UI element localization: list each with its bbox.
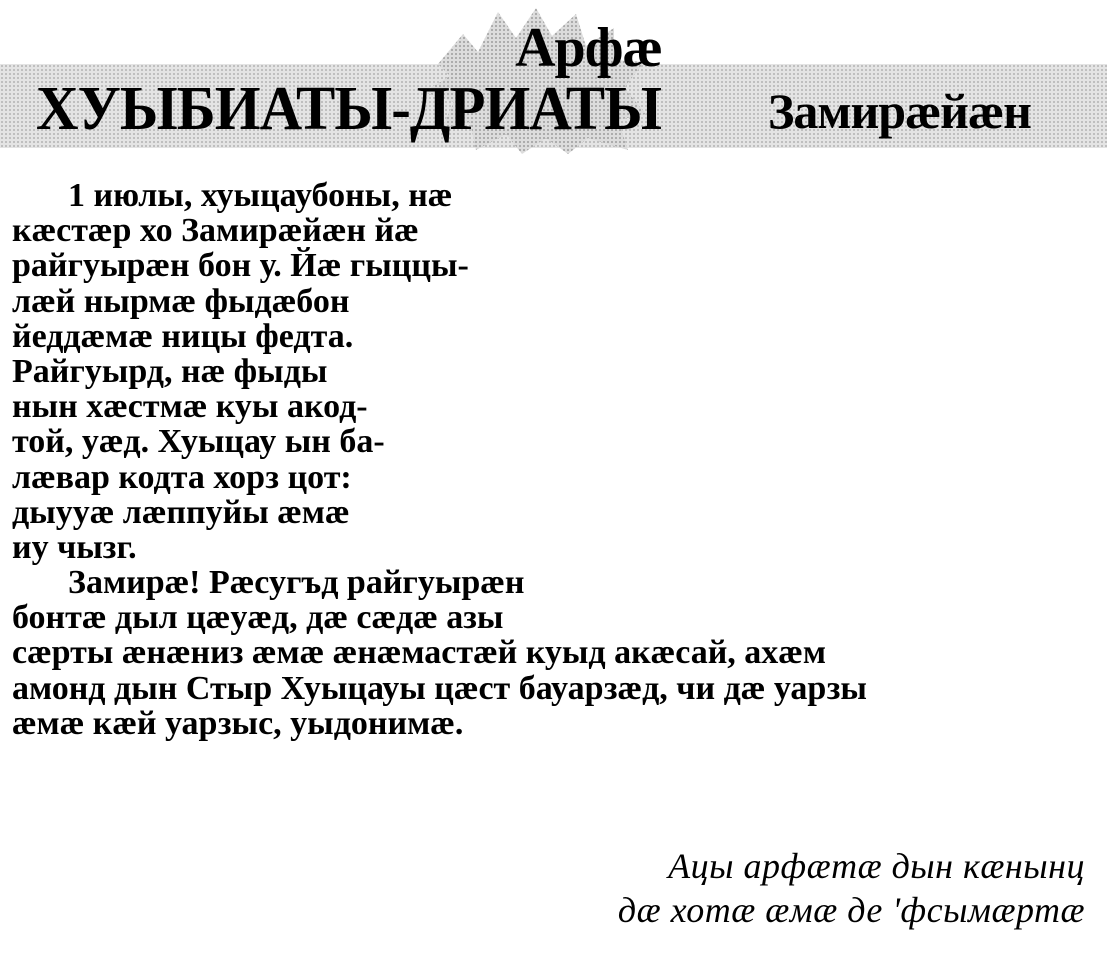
greeting-kicker: Арфæ: [515, 17, 662, 79]
body-line: райгуырæн бон у. Йæ гыццы-: [12, 247, 469, 285]
greeting-body: [12, 178, 1092, 741]
title-main: ХУЫБИАТЫ-ДРИАТЫ: [36, 75, 661, 143]
body-line: Замирæ! Рæсугъд райгуырæн: [68, 564, 525, 602]
body-line: нын хæстмæ куы акод-: [12, 388, 368, 426]
greeting-header: [0, 0, 1107, 170]
signature-line: Ацы арфæтæ дын кæнынц: [668, 846, 1085, 886]
body-line: сæрты æнæниз æмæ æнæмастæй куыд акæсай, ахæм: [12, 634, 827, 672]
body-line: амонд дын Стыр Хуыцауы цæст бауарзæд, чи дæ уарзы: [12, 669, 867, 707]
signature-line: дæ хотæ æмæ де 'фсымæртæ: [617, 890, 1085, 930]
body-line: лæй нырмæ фыдæбон: [12, 282, 350, 320]
body-line: кæстæр хо Замирæйæн йæ: [12, 212, 419, 250]
title-name: Замирæйæн: [768, 83, 1031, 139]
greeting-title: [36, 75, 1031, 158]
body-line: 1 июлы, хуыцаубоны, нæ: [68, 177, 453, 214]
signature: [618, 844, 1085, 932]
body-line: лæвар кодта хорз цот:: [12, 458, 352, 496]
body-line: той, уæд. Хуыцау ын ба-: [12, 423, 385, 461]
body-line: Райгуырд, нæ фыды: [12, 352, 328, 390]
body-line: иу чызг.: [12, 528, 137, 566]
body-line: дыууæ лæппуйы æмæ: [12, 493, 350, 531]
body-line: йеддæмæ ницы федта.: [12, 317, 354, 355]
body-line: æмæ кæй уарзыс, уыдонимæ.: [12, 704, 464, 742]
body-line: бонтæ дыл цæуæд, дæ сæдæ азы: [12, 599, 504, 637]
